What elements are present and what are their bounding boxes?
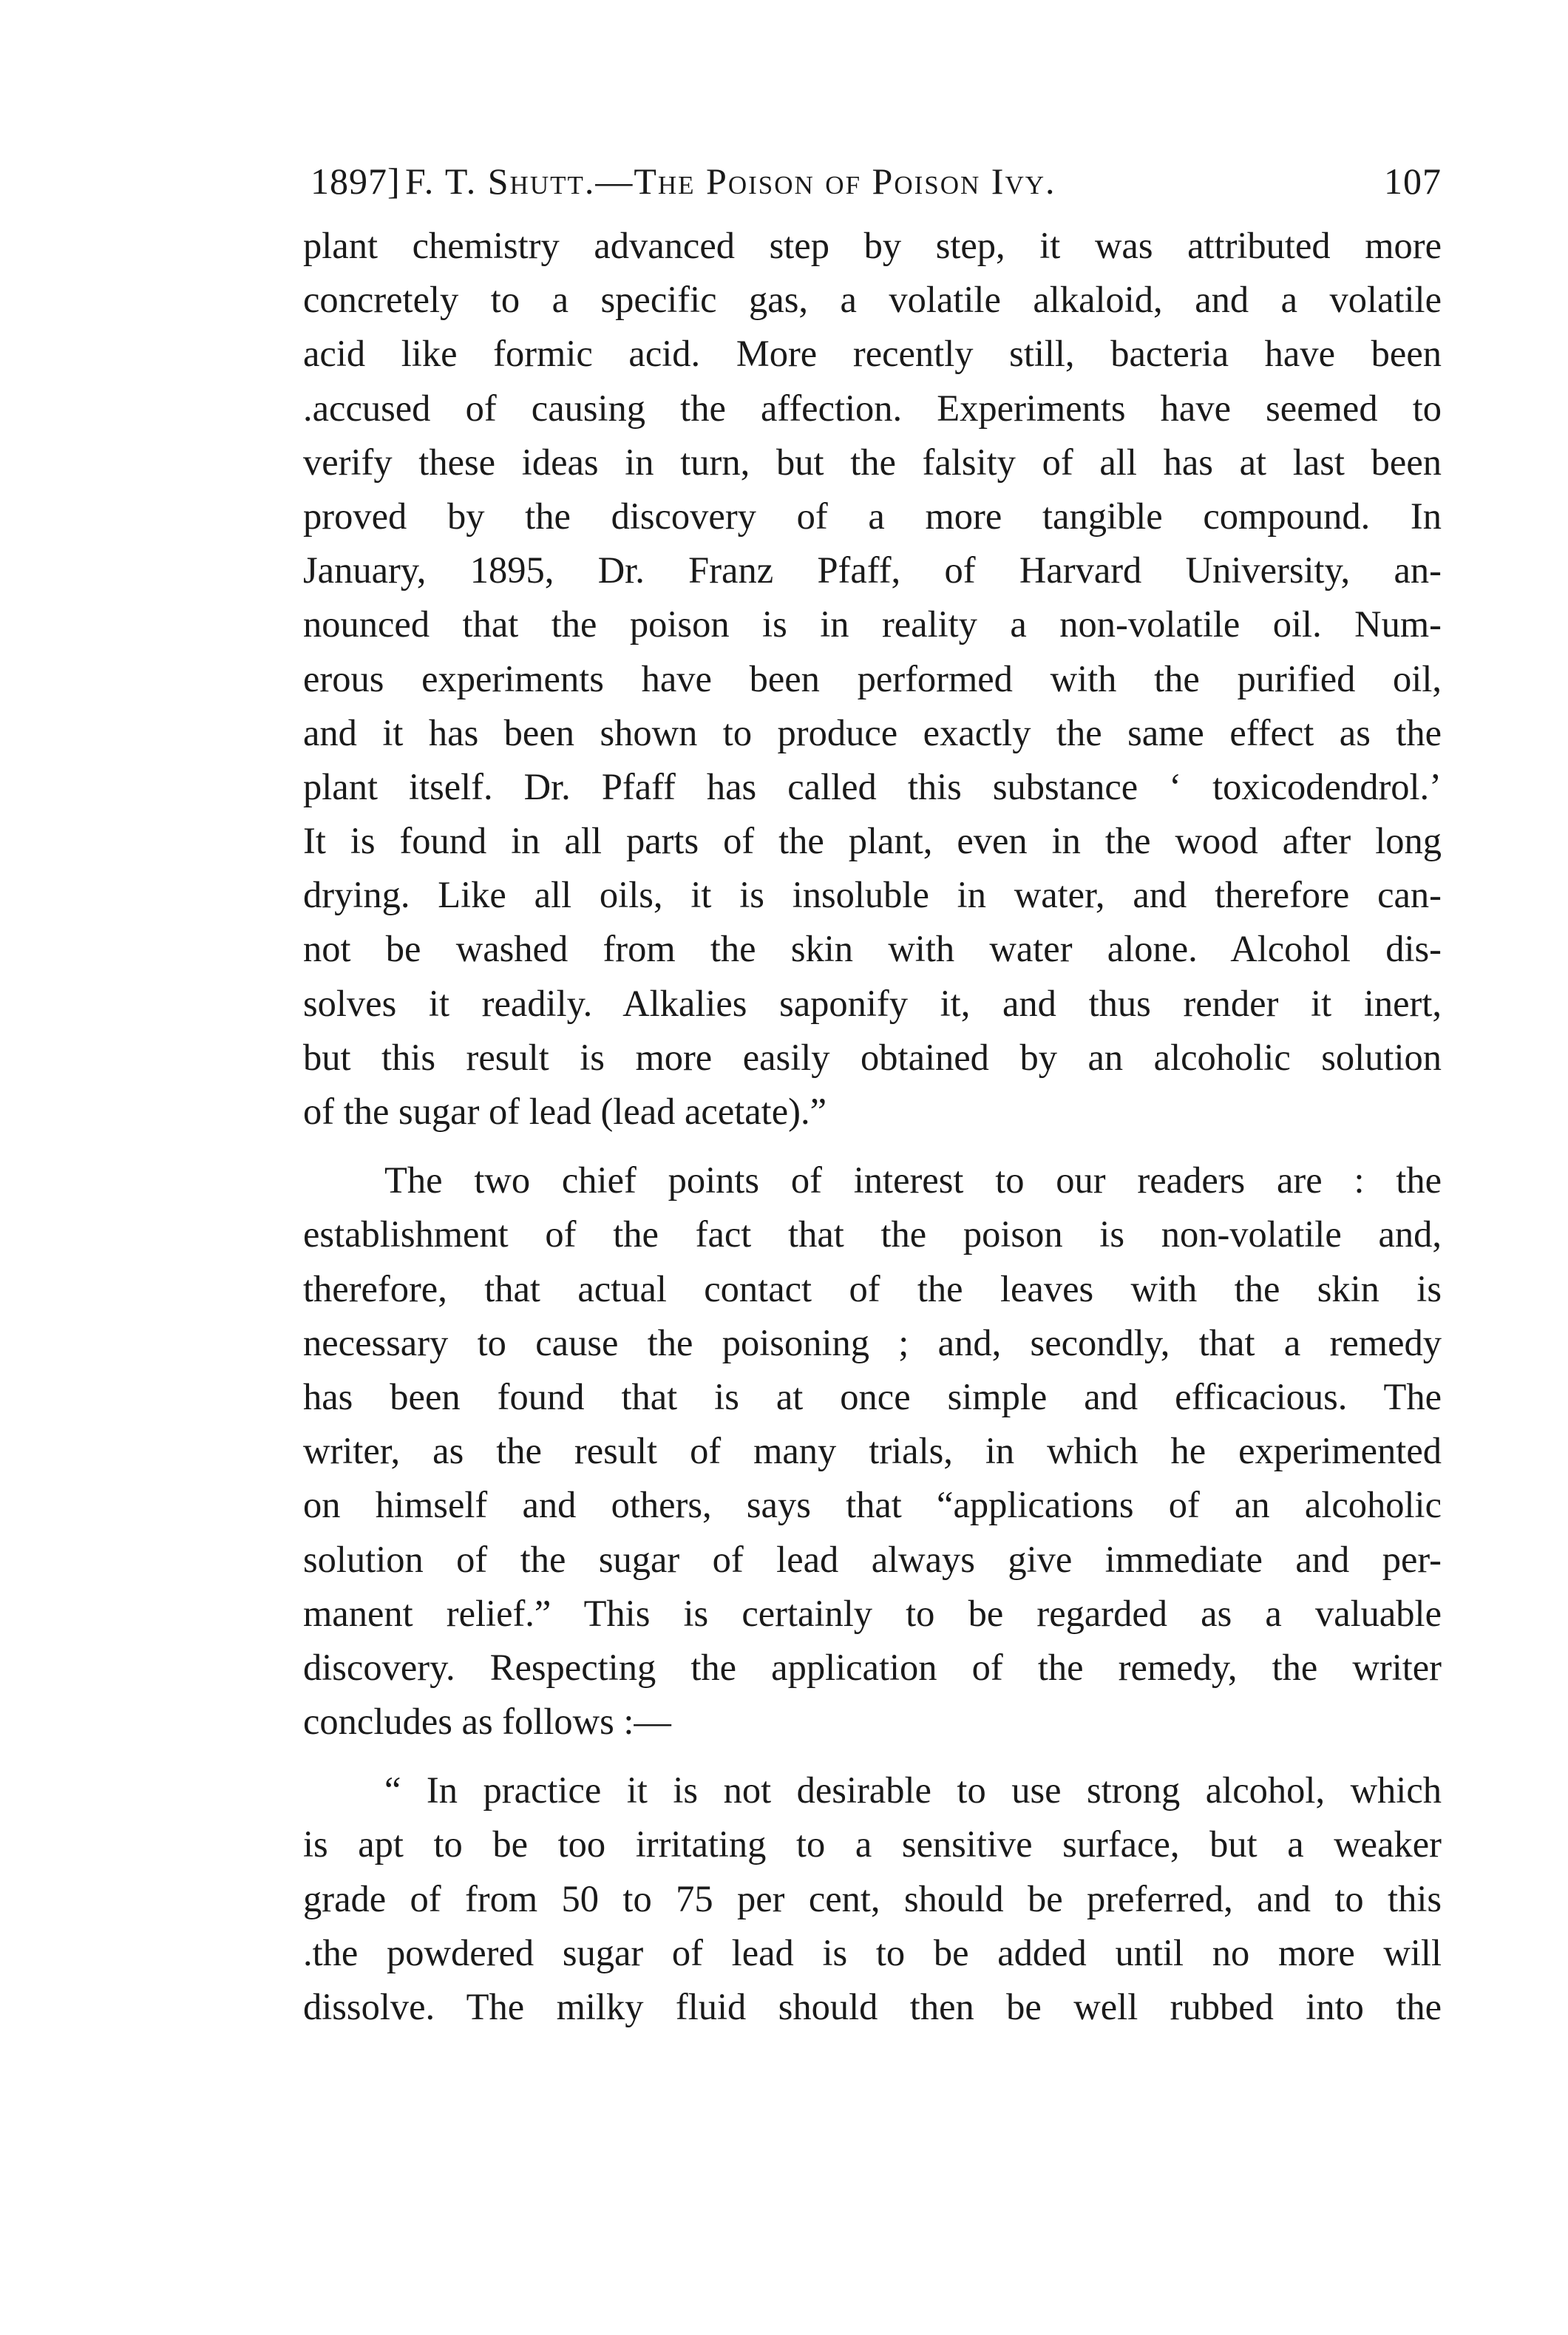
text-line: but this result is more easily obtained by an alcoholic solution [303,1036,1442,1078]
text-line: plant chemistry advanced step by step, it was attributed more [303,225,1442,266]
text-line: The two chief points of interest to our readers are : the [384,1159,1442,1202]
paragraph-gap [303,1139,1442,1153]
text-line: on himself and others, says that “applications of an alcoholic [303,1484,1442,1526]
running-head-title: F. T. Shutt.—The Poison of Poison Ivy. [405,160,1056,202]
text-line: plant itself. Dr. Pfaff has called this substance ‘ toxicodendrol.’ [303,765,1442,807]
text-line: of the sugar of lead (lead acetate).” [303,1091,827,1132]
text-line: drying. Like all oils, it is insoluble in water, and therefore can- [303,874,1442,916]
text-line: therefore, that actual contact of the leaves with the skin is [303,1267,1442,1309]
text-line: .accused of causing the affection. Experiments have seemed to [303,387,1442,429]
text-line: solution of the sugar of lead always give immediate and per- [303,1538,1442,1580]
text-line: discovery. Respecting the application of the remedy, the writer [303,1646,1442,1688]
paragraph [303,1763,1442,2034]
paragraph [303,219,1442,1139]
text-line: and it has been shown to produce exactly the same effect as the [303,711,1442,753]
text-line: writer, as the result of many trials, in which he experimented [303,1430,1442,1472]
text-line: “ In practice it is not desirable to use strong alcohol, which [384,1769,1442,1812]
text-line: January, 1895, Dr. Franz Pfaff, of Harvard University, an- [303,549,1442,592]
text-line: .the powdered sugar of lead is to be added until no more will [303,1931,1442,1973]
body-text [303,219,1442,2034]
text-line: verify these ideas in turn, but the falsity of all has at last been [303,441,1442,483]
text-line: erous experiments have been performed with the purified oil, [303,657,1442,699]
running-head-year: 1897] [310,160,401,202]
text-line: concretely to a specific gas, a volatile alkaloid, and a volatile [303,279,1442,321]
text-line: dissolve. The milky fluid should then be well rubbed into the [303,1986,1442,2027]
running-head [310,152,1442,211]
text-line: establishment of the fact that the poison is non-volatile and, [303,1213,1442,1255]
paragraph-gap [303,1749,1442,1763]
text-line: necessary to cause the poisoning ; and, secondly, that a remedy [303,1321,1442,1363]
text-line: It is found in all parts of the plant, even in the wood after long [303,820,1442,862]
paragraph [303,1153,1442,1749]
text-line: grade of from 50 to 75 per cent, should be preferred, and to this [303,1877,1442,1919]
text-line: nounced that the poison is in reality a non-volatile oil. Num- [303,603,1442,645]
page-number: 107 [1384,160,1442,202]
text-line: is apt to be too irritating to a sensitive surface, but a weaker [303,1823,1442,1865]
text-line: acid like formic acid. More recently still, bacteria have been [303,333,1442,375]
text-line: solves it readily. Alkalies saponify it, and thus render it inert, [303,982,1442,1024]
text-line: not be washed from the skin with water alone. Alcohol dis- [303,928,1442,970]
text-line: manent relief.” This is certainly to be regarded as a valuable [303,1592,1442,1634]
text-line: proved by the discovery of a more tangible compound. In [303,495,1442,537]
text-line: has been found that is at once simple and efficacious. The [303,1375,1442,1417]
text-line: concludes as follows :— [303,1701,671,1743]
